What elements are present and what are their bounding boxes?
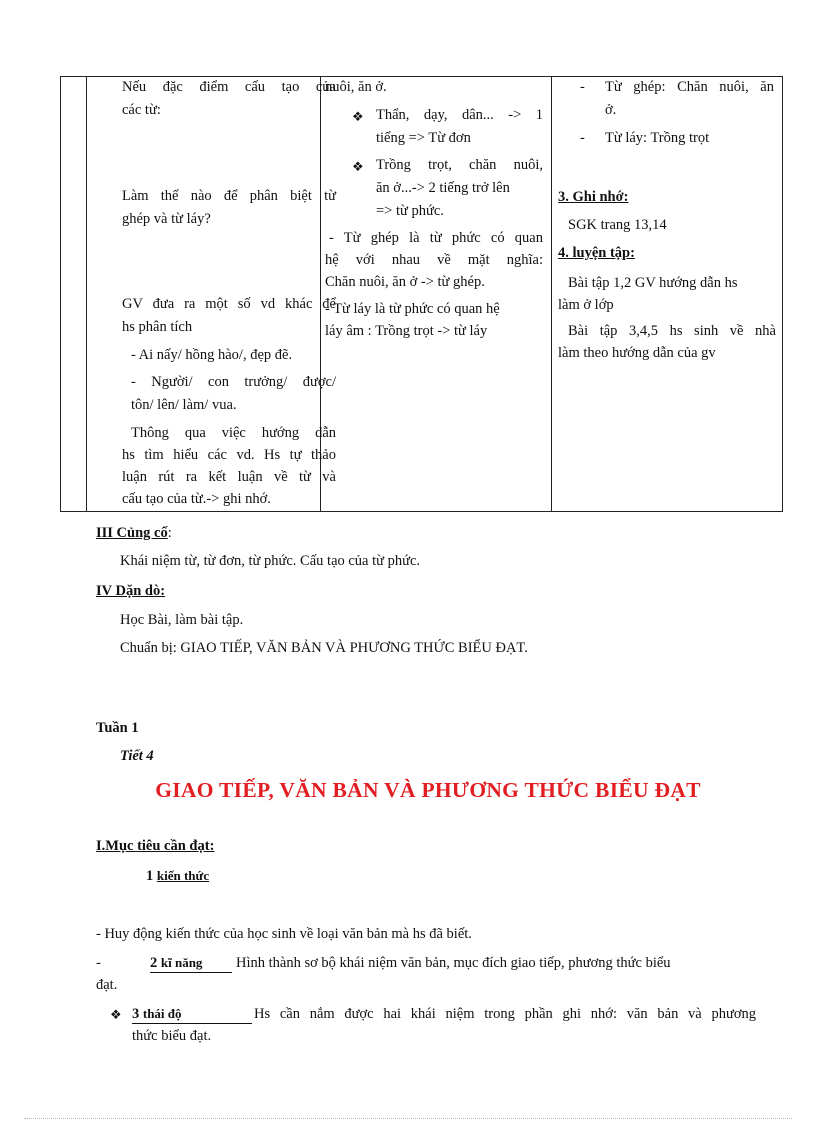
student-b2-line3: => từ phức. <box>376 203 444 219</box>
student-lay-line2: láy âm : Trồng trọt -> từ láy <box>325 323 488 339</box>
student-top-line: nuôi, ăn ở. <box>325 79 387 95</box>
content-bt1-line1: Bài tập 1,2 GV hướng dẫn hs <box>568 275 738 291</box>
student-ghep-line3: Chăn nuôi, ăn ở -> từ ghép. <box>325 274 485 290</box>
student-b2-line2: ăn ở...-> 2 tiếng trở lên <box>376 180 510 196</box>
teacher-activity-cell <box>87 77 336 512</box>
objective-2-text: Hình thành sơ bộ khái niệm văn bản, mục đích giao tiếp, phương thức biểu <box>236 955 671 971</box>
cung-co-text: Khái niệm từ, từ đơn, từ phức. Cấu tạo của từ phức. <box>120 553 421 569</box>
content-bt1-line2: làm ở lớp <box>558 297 614 313</box>
objective-1-text: - Huy động kiến thức của học sinh về loại văn bản mà hs đã biết. <box>96 926 472 942</box>
diamond-bullet-icon: ❖ <box>110 1007 122 1022</box>
teacher-p4-line4: cấu tạo của từ.-> ghi nhớ. <box>122 491 271 507</box>
objective-1-heading: 1 kiến thức <box>146 868 210 884</box>
student-ghep-line1: - Từ ghép là từ phức có quan <box>329 230 543 246</box>
objective-2-text-cont: đạt. <box>96 977 118 993</box>
diamond-bullet-icon: ❖ <box>352 159 364 174</box>
objective-2-heading: 2 kĩ năng <box>150 955 232 973</box>
content-cell <box>552 77 783 512</box>
diamond-bullet-icon: ❖ <box>352 109 364 124</box>
page-bottom-rule <box>24 1118 792 1119</box>
dan-do-line2: Chuẩn bị: GIAO TIẾP, VĂN BẢN VÀ PHƯƠNG THỨC BIỂU ĐẠT. <box>120 640 528 656</box>
teacher-p4-line2: hs tìm hiểu các vd. Hs tự thảo <box>122 447 336 463</box>
objective-3-heading: 3 thái độ <box>132 1006 252 1024</box>
dan-do-line1: Học Bài, làm bài tập. <box>120 612 244 628</box>
content-d2: Từ láy: Trồng trọt <box>605 130 710 146</box>
teacher-p2-line2: ghép và từ láy? <box>122 211 211 227</box>
content-bt2-line1: Bài tập 3,4,5 hs sinh về nhà <box>568 323 776 339</box>
objective-2-dash: - <box>96 955 101 971</box>
teacher-example-2-line2: tôn/ lên/ làm/ vua. <box>131 397 237 413</box>
teacher-p3-line2: hs phân tích <box>122 319 193 335</box>
content-dash: - <box>580 130 585 146</box>
student-b1-line2: tiếng => Từ đơn <box>376 130 471 146</box>
teacher-p4-line3: luận rút ra kết luận về từ và <box>122 469 336 485</box>
cung-co-heading: III Củng cố: <box>96 525 172 541</box>
objectives-heading: I.Mục tiêu cần đạt: <box>96 838 215 854</box>
teacher-p1-line2: các từ: <box>122 102 161 118</box>
student-activity-cell <box>321 77 552 512</box>
page-title: GIAO TIẾP, VĂN BẢN VÀ PHƯƠNG THỨC BIỂU ĐẠT <box>155 778 701 802</box>
dan-do-heading: IV Dặn dò: <box>96 583 166 599</box>
teacher-p1-line1: Nếu đặc điểm cấu tạo của <box>122 79 336 95</box>
content-bt2-line2: làm theo hướng dẫn của gv <box>558 345 716 361</box>
week-label: Tuần 1 <box>96 720 139 736</box>
objective-3-text: Hs cần nắm được hai khái niệm trong phần ghi nhớ: văn bản và phương <box>254 1006 756 1022</box>
content-heading-luyen-tap: 4. luyện tập: <box>558 245 635 261</box>
content-heading-ghi-nho: 3. Ghi nhớ: <box>558 189 629 205</box>
student-ghep-line2: hệ với nhau về mặt nghĩa: <box>325 252 543 268</box>
teacher-example-2-line1: - Người/ con trưởng/ được/ <box>131 374 336 390</box>
content-d1-line1: Từ ghép: Chăn nuôi, ăn <box>605 79 774 95</box>
teacher-p4-line1: Thông qua việc hướng dẫn <box>131 425 336 441</box>
teacher-example-1: - Ai nấy/ hồng hào/, đẹp đẽ. <box>131 347 293 363</box>
student-lay-line1: - Từ láy là từ phức có quan hệ <box>325 301 500 317</box>
content-sgk: SGK trang 13,14 <box>568 217 667 233</box>
content-d1-line2: ở. <box>605 102 617 118</box>
content-dash: - <box>580 79 585 95</box>
period-label: Tiết 4 <box>120 748 154 764</box>
student-b2-line1: Trồng trọt, chăn nuôi, <box>376 157 543 173</box>
teacher-p3-line1: GV đưa ra một số vd khác để <box>122 296 336 312</box>
objective-3-text-cont: thức biểu đạt. <box>132 1028 212 1044</box>
table-index-column <box>61 77 87 512</box>
student-b1-line1: Thẩn, dạy, dân... -> 1 <box>376 107 543 123</box>
teacher-p2-line1: Làm thế nào để phân biệt từ <box>122 188 336 204</box>
lesson-table <box>60 76 783 512</box>
